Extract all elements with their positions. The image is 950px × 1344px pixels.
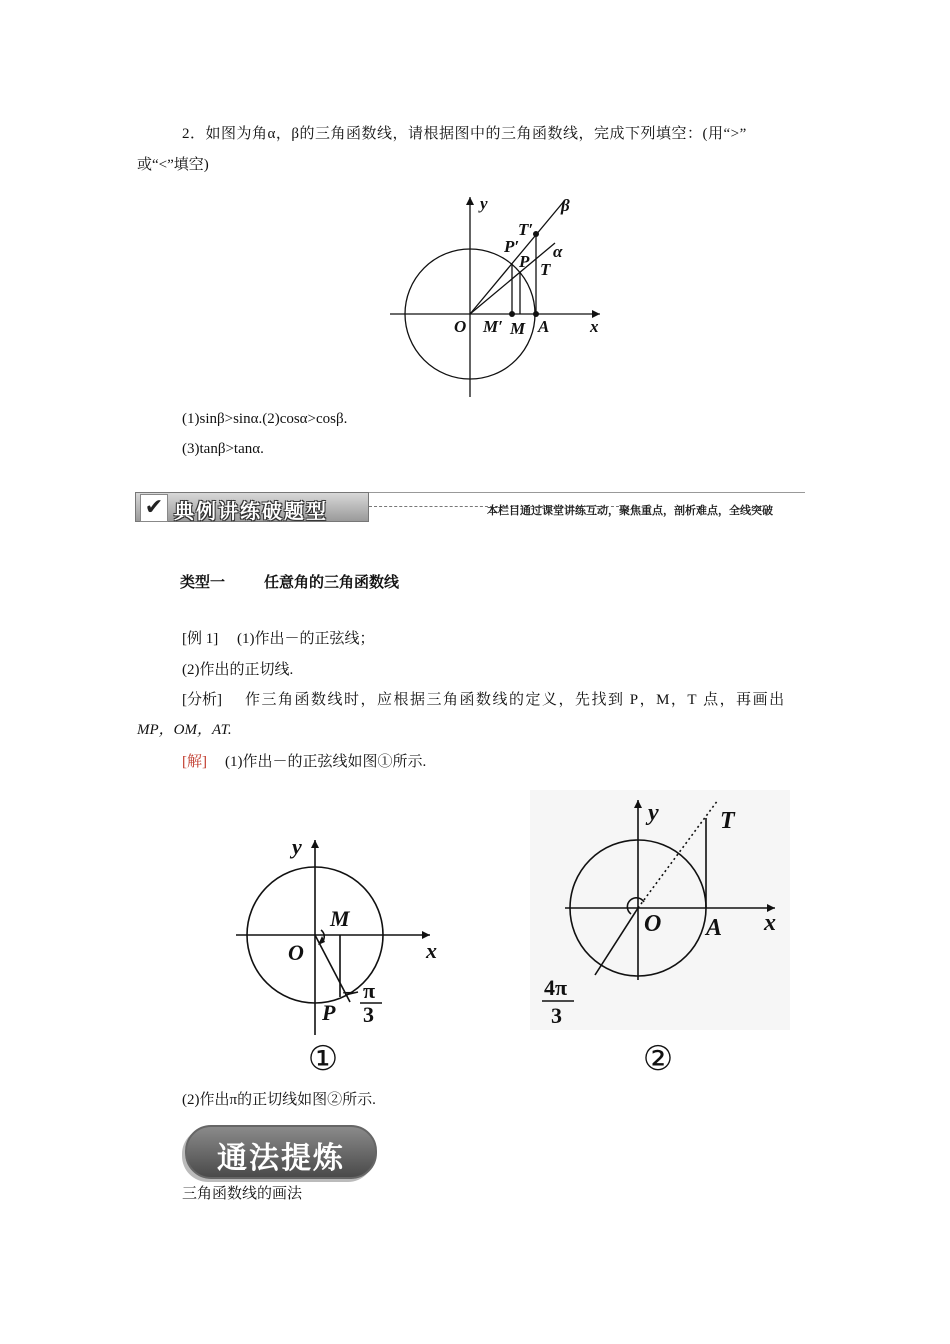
figure2-caption: ②	[642, 1041, 674, 1078]
label-A: A	[706, 915, 723, 941]
label-M-prime: M′	[483, 317, 503, 336]
problem2-line1: 2．如图为角α，β的三角函数线，请根据图中的三角函数线，完成下列填空：(用“>”	[182, 126, 747, 142]
label-T: T	[720, 808, 735, 834]
solution-tag: [解]	[182, 754, 207, 770]
figure-1	[230, 830, 450, 1080]
type-title: 任意角的三角函数线	[264, 573, 400, 591]
section-banner	[135, 492, 805, 522]
example-part2: (2)作出的正切线.	[182, 662, 294, 678]
example-part1: (1)作出－的正弦线；	[237, 631, 375, 647]
label-beta: β	[561, 196, 570, 215]
label-x: x	[590, 317, 599, 336]
banner-box	[135, 492, 369, 522]
analysis-tag: [分析]	[182, 692, 222, 708]
label-O: O	[288, 940, 304, 965]
angle-numerator: 4π	[544, 975, 568, 1000]
analysis-line2: MP，OM，AT.	[137, 722, 232, 738]
solution-line2: (2)作出π的正切线如图②所示.	[182, 1092, 376, 1108]
beta-ray	[470, 200, 565, 314]
answer-3: (3)tanβ>tanα.	[182, 441, 264, 457]
label-x: x	[764, 910, 776, 936]
label-P: P	[519, 252, 530, 271]
answer-1-2: (1)sinβ>sinα.(2)cosα>cosβ.	[182, 411, 348, 427]
figure1-caption: ①	[307, 1041, 339, 1078]
solution-line1: (1)作出－的正弦线如图①所示.	[225, 754, 427, 770]
method-badge	[185, 1125, 377, 1179]
method-text: 三角函数线的画法	[182, 1186, 303, 1202]
label-O: O	[454, 317, 467, 336]
banner-title: 典例讲练破题型	[174, 499, 328, 523]
label-alpha: α	[553, 242, 563, 261]
angle-sign: −	[342, 980, 355, 1005]
banner-note: 本栏目通过课堂讲练互动，聚焦重点，剖析难点，全线突破	[487, 504, 773, 517]
banner-top-rule	[369, 492, 805, 493]
label-A: A	[538, 317, 550, 336]
label-P-prime: P′	[504, 237, 520, 256]
label-O: O	[644, 911, 662, 937]
label-M: M	[330, 906, 350, 931]
problem2-line2: 或“<”填空)	[137, 157, 209, 173]
angle-denominator: 3	[363, 1002, 374, 1027]
label-T: T	[540, 260, 551, 279]
analysis-line1: 作三角函数线时，应根据三角函数线的定义，先找到 P，M，T 点，再画出	[245, 692, 786, 708]
check-icon: ✔	[140, 494, 168, 522]
label-x: x	[426, 938, 437, 963]
type-label: 类型一	[180, 573, 226, 591]
label-T-prime: T′	[518, 220, 534, 239]
label-y: y	[648, 800, 659, 826]
label-y: y	[292, 834, 302, 859]
label-y: y	[480, 194, 488, 213]
angle-denominator: 3	[551, 1003, 562, 1028]
example-tag: [例 1]	[182, 631, 219, 647]
figure-2	[530, 790, 790, 1080]
label-M: M	[510, 319, 526, 338]
figure-alpha-beta	[385, 185, 615, 400]
angle-numerator: π	[363, 978, 376, 1003]
label-P: P	[322, 1000, 336, 1025]
method-badge-text: 通法提炼	[217, 1141, 345, 1176]
